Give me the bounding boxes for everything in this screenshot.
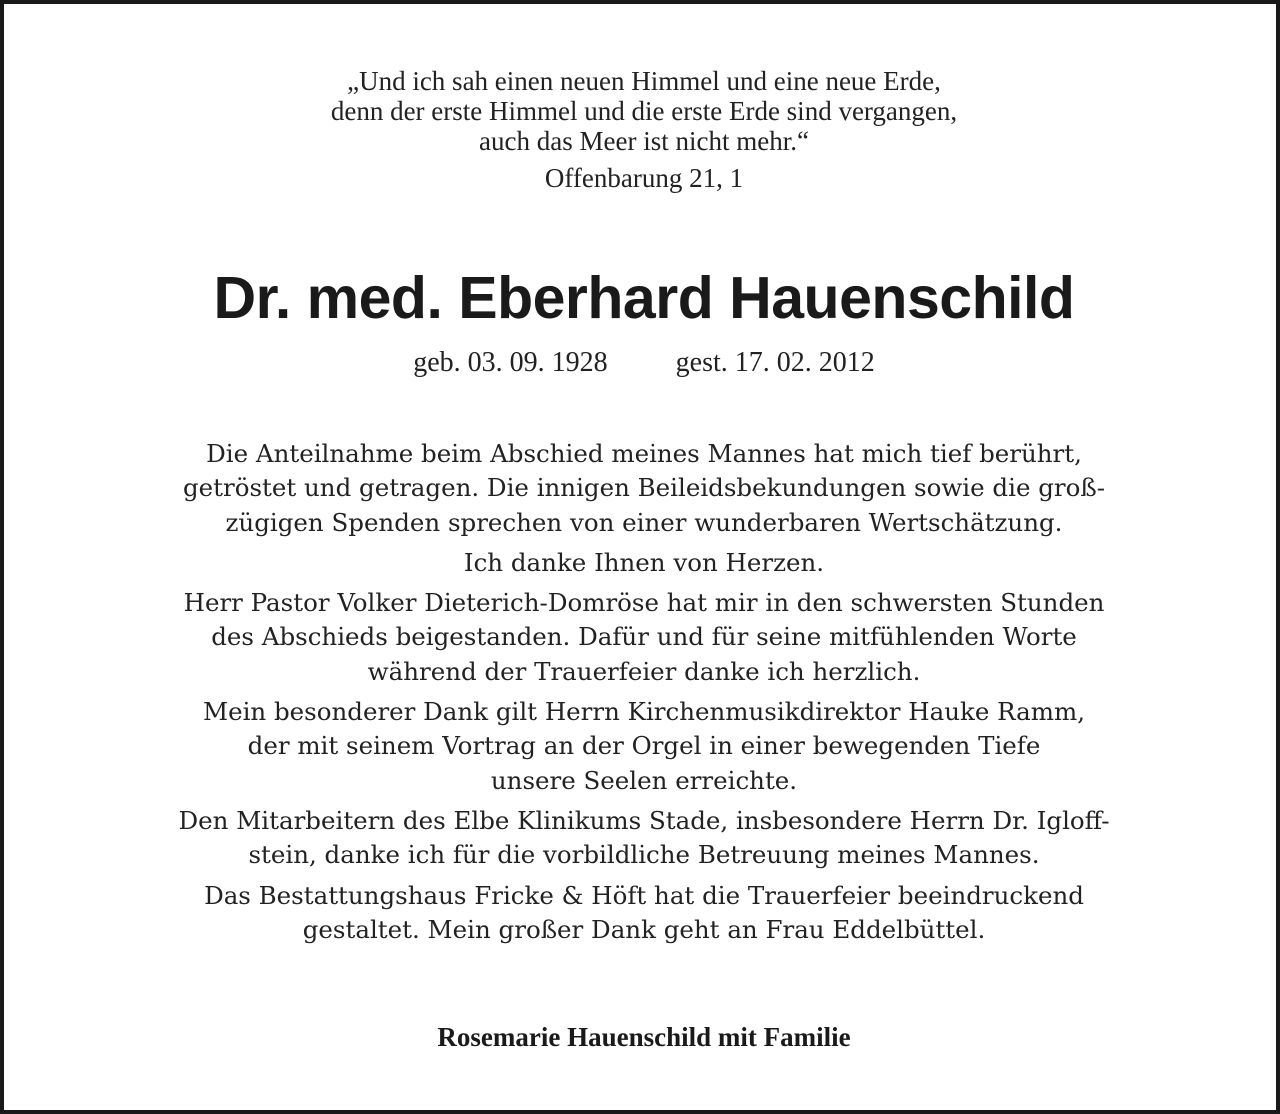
message-paragraph xyxy=(4,437,1280,540)
message-line: während der Trauerfeier danke ich herzlich. xyxy=(367,656,921,686)
message-line: stein, danke ich für die vorbildliche Betreuung meines Mannes. xyxy=(248,840,1040,870)
death-date: gest. 17. 02. 2012 xyxy=(675,347,875,378)
message-line: gestaltet. Mein großer Dank geht an Frau Eddelbüttel. xyxy=(302,914,986,944)
message-line: zügigen Spenden sprechen von einer wunderbaren Wertschätzung. xyxy=(225,507,1063,537)
message-line: Herr Pastor Volker Dieterich-Domröse hat mir in den schwersten Stunden xyxy=(183,588,1105,618)
message-paragraph xyxy=(4,546,1280,580)
signature: Rosemarie Hauenschild mit Familie xyxy=(437,1022,851,1052)
bible-quote xyxy=(4,66,1280,156)
deceased-name: Dr. med. Eberhard Hauenschild xyxy=(213,265,1075,331)
message-paragraph xyxy=(4,695,1280,798)
quote-line: auch das Meer ist nicht mehr.“ xyxy=(479,126,809,156)
message-line: Mein besonderer Dank gilt Herrn Kirchenmusikdirektor Hauke Ramm, xyxy=(203,697,1085,727)
message-line: Die Anteilnahme beim Abschied meines Mannes hat mich tief berührt, xyxy=(206,439,1082,468)
message-line: Ich danke Ihnen von Herzen. xyxy=(463,547,825,577)
quote-line: „Und ich sah einen neuen Himmel und eine neue Erde, xyxy=(347,66,941,96)
birth-date: geb. 03. 09. 1928 xyxy=(413,347,608,378)
message-line: Das Bestattungshaus Fricke & Höft hat die Trauerfeier beeindruckend xyxy=(204,880,1084,910)
life-dates xyxy=(4,345,1280,381)
thank-you-message xyxy=(4,437,1280,953)
message-paragraph xyxy=(4,879,1280,948)
message-line: der mit seinem Vortrag an der Orgel in einer bewegenden Tiefe xyxy=(247,731,1041,761)
message-line: Den Mitarbeitern des Elbe Klinikums Stade, insbesondere Herrn Dr. Igloff- xyxy=(178,805,1110,835)
message-paragraph xyxy=(4,586,1280,689)
quote-line: denn der erste Himmel und die erste Erde sind vergangen, xyxy=(330,96,958,126)
message-line: des Abschieds beigestanden. Dafür und für seine mitfühlenden Worte xyxy=(211,622,1077,652)
quote-source: Offenbarung 21, 1 xyxy=(544,163,744,193)
message-line: getröstet und getragen. Die innigen Beileidsbekundungen sowie die groß- xyxy=(182,473,1106,503)
message-paragraph xyxy=(4,804,1280,873)
message-line: unsere Seelen erreichte. xyxy=(490,765,798,795)
